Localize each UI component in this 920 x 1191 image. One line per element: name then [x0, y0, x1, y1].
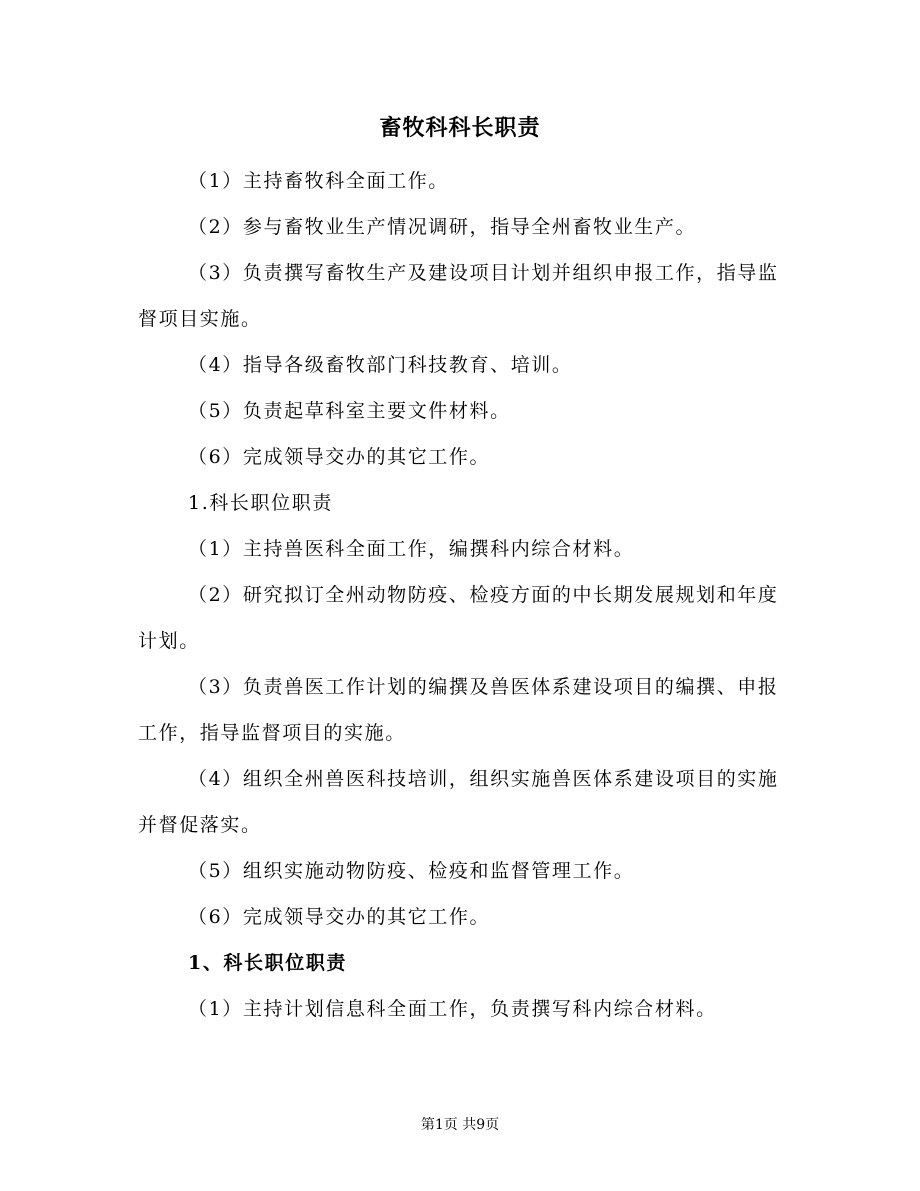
paragraph: （4）指导各级畜牧部门科技教育、培训。 [188, 354, 573, 376]
paragraph: （6）完成领导交办的其它工作。 [188, 906, 491, 928]
paragraph: （1）主持畜牧科全面工作。 [188, 170, 449, 192]
section-heading: 1、科长职位职责 [188, 952, 348, 974]
paragraph: （5）组织实施动物防疫、检疫和监督管理工作。 [188, 860, 635, 882]
paragraph: （3）负责撰写畜牧生产及建设项目计划并组织申报工作，指导监督项目实施。 [138, 262, 779, 330]
paragraph: （4）组织全州兽医科技培训，组织实施兽医体系建设项目的实施并督促落实。 [138, 768, 779, 836]
paragraph: （6）完成领导交办的其它工作。 [188, 446, 491, 468]
paragraph: （2）参与畜牧业生产情况调研，指导全州畜牧业生产。 [188, 216, 697, 238]
paragraph: （1）主持兽医科全面工作，编撰科内综合材料。 [188, 538, 635, 560]
section-heading: 1.科长职位职责 [188, 492, 333, 514]
paragraph: （5）负责起草科室主要文件材料。 [188, 400, 511, 422]
paragraph: （1）主持计划信息科全面工作，负责撰写科内综合材料。 [188, 998, 717, 1020]
page-number-footer: 第1页 共9页 [420, 1117, 500, 1133]
document-title: 畜牧科科长职责 [379, 115, 541, 141]
paragraph: （3）负责兽医工作计划的编撰及兽医体系建设项目的编撰、申报工作，指导监督项目的实施。 [138, 676, 779, 744]
paragraph: （2）研究拟订全州动物防疫、检疫方面的中长期发展规划和年度计划。 [138, 584, 779, 652]
